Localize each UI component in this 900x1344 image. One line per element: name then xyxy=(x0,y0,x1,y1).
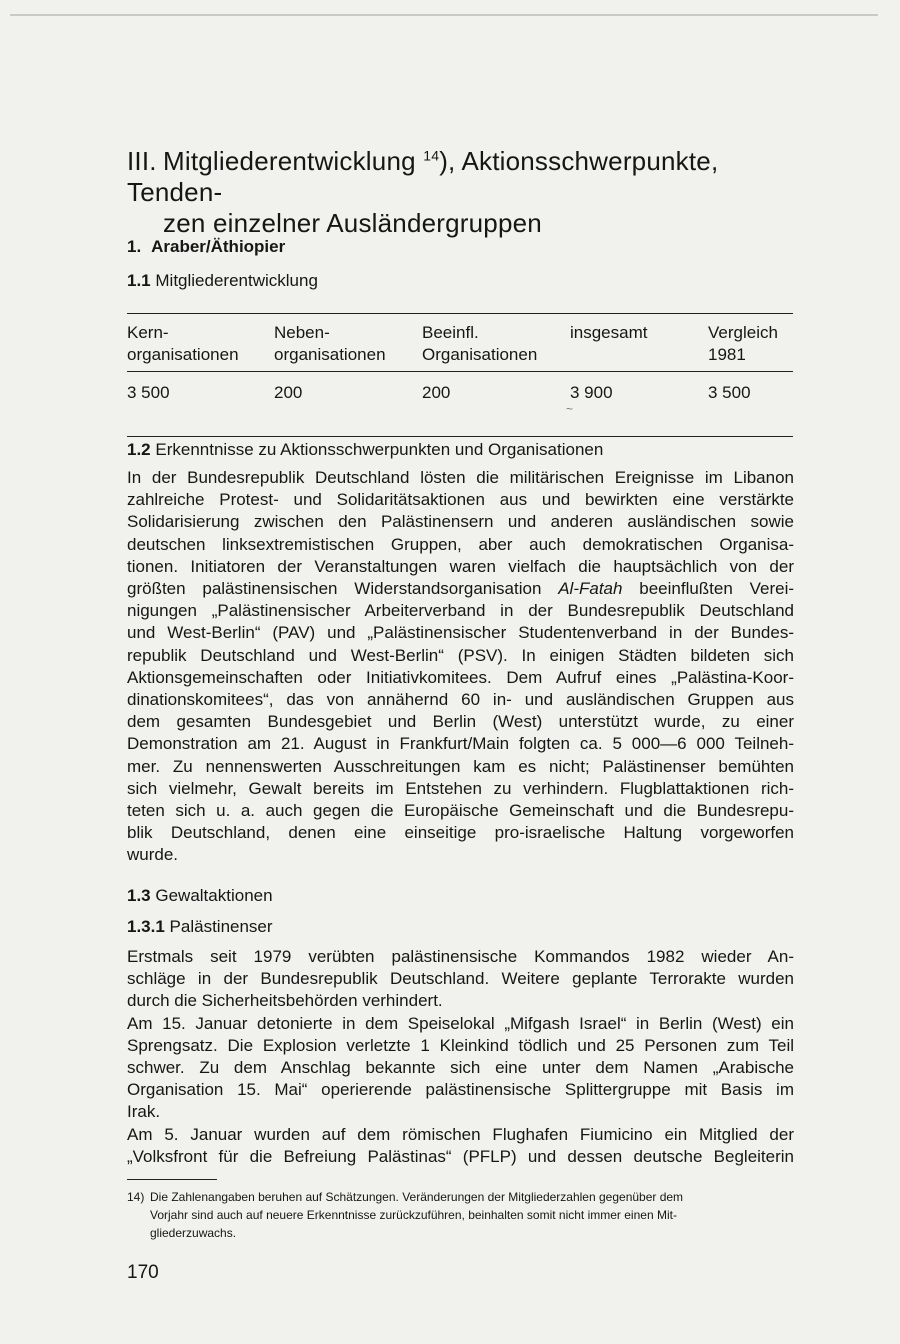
table-value-cell: 200 xyxy=(422,383,451,402)
chapter-number: III. xyxy=(127,146,157,176)
text-line: In der Bundesrepublik Deutschland lösten die militärischen Ereignisse im Libanon xyxy=(127,468,794,487)
text-line: Organisation 15. Mai“ operierende palästinensische Splittergruppe mit Basis im xyxy=(127,1080,794,1100)
text-line: mer. Zu nennenswerten Ausschreitungen kam es nicht; Palästinenser bemühten xyxy=(127,756,794,776)
footnote-rule xyxy=(127,1179,217,1180)
table-value-cell: 3 500 xyxy=(127,383,170,402)
section-heading-1-3 xyxy=(127,886,273,906)
section-title: Araber/Äthiopier xyxy=(151,237,286,256)
text-line: deutschen linksextremistischen Gruppen, aber auch demokratischen Organisa- xyxy=(127,534,794,554)
text-line: blik Deutschland, denen eine einseitige pro-israelische Haltung vorgeworfen xyxy=(127,823,794,843)
table-header-cell xyxy=(422,322,537,366)
footnote-line: gliederzuwachs. xyxy=(150,1226,237,1240)
paragraph-actions xyxy=(127,467,794,867)
section-heading-1 xyxy=(127,237,285,257)
text-line: Sprengsatz. Die Explosion verletzte 1 Kleinkind tödlich und 25 Personen zum Teil xyxy=(127,1035,794,1055)
section-heading-1-1 xyxy=(127,271,318,291)
text-line: sich vielmehr, Gewalt bereits im Entstehen zu verhindern. Flugblattaktionen rich- xyxy=(127,778,794,798)
scan-edge-line xyxy=(10,14,878,16)
section-title: Palästinenser xyxy=(169,917,273,936)
footnote-reference: 14 xyxy=(423,147,440,164)
table-header-cell xyxy=(570,322,647,344)
text-line: dem gesamten Bundesgebiet und Berlin (West) unterstützt wurde, zu einer xyxy=(127,712,794,732)
header-line: organisationen xyxy=(127,345,239,364)
text-line: Erstmals seit 1979 verübten palästinensische Kommandos 1982 wieder An- xyxy=(127,947,794,966)
text-line: republik Deutschland und West-Berlin“ (PSV). In einigen Städten bildeten sich xyxy=(127,645,794,665)
section-title: Erkenntnisse zu Aktionsschwerpunkten und Organisationen xyxy=(155,440,604,459)
table-value-cell: 200 xyxy=(274,383,303,402)
pen-mark: ~ xyxy=(566,402,574,416)
table-top-rule xyxy=(127,313,793,314)
footnote-line: Vorjahr sind auch auf neuere Erkenntnisse zurückzuführen, beinhalten somit nicht immer einen Mit- xyxy=(150,1208,677,1222)
section-number: 1.2 xyxy=(127,440,151,459)
section-title: Gewaltaktionen xyxy=(155,886,273,905)
table-header-cell xyxy=(127,322,239,366)
text-line: durch die Sicherheitsbehörden verhindert. xyxy=(127,991,443,1011)
text-line: schwer. Zu dem Anschlag bekannte sich eine unter dem Namen „Arabische xyxy=(127,1058,794,1078)
text-fragment: beeinflußten Verei- xyxy=(639,579,795,599)
chapter-title-part2: zen einzelner Ausländergruppen xyxy=(163,208,542,238)
table-bottom-rule xyxy=(127,436,793,437)
text-line: nigungen „Palästinensischer Arbeiterverband in der Bundesrepublik Deutschland xyxy=(127,601,794,621)
text-line: Solidarisierung zwischen den Palästinensern und anderen ausländischen sowie xyxy=(127,512,794,532)
section-number: 1.1 xyxy=(127,271,151,290)
text-line: tionen. Initiatoren der Veranstaltungen waren vielfach die hauptsächlich von der xyxy=(127,556,794,576)
header-line: Beeinfl. xyxy=(422,323,479,342)
paragraph-attacks xyxy=(127,946,794,1168)
table-value-cell: 3 500 xyxy=(708,383,751,402)
table-header-rule xyxy=(127,371,793,372)
text-line: dinationskomitees“, das von annähernd 60 in- und ausländischen Gruppen aus xyxy=(127,690,794,710)
text-line: teten sich u. a. auch gegen die Europäische Gemeinschaft und die Bundesrepu- xyxy=(127,801,794,821)
text-line: Aktionsgemeinschaften oder Initiativkomitees. Dem Aufruf eines „Palästina-Koor- xyxy=(127,667,794,687)
text-line: Am 5. Januar wurden auf dem römischen Flughafen Fiumicino ein Mitglied der xyxy=(127,1124,794,1144)
chapter-heading xyxy=(127,146,807,239)
text-line: „Volksfront für die Befreiung Palästinas“ (PFLP) und dessen deutsche Begleiterin xyxy=(127,1146,794,1166)
footnote-line: Die Zahlenangaben beruhen auf Schätzungen. Veränderungen der Mitgliederzahlen gegenüber dem xyxy=(150,1190,684,1204)
chapter-title-part1: Mitgliederentwicklung xyxy=(163,146,416,176)
header-line: 1981 xyxy=(708,345,746,364)
text-line: zahlreiche Protest- und Solidaritätsaktionen aus und bewirkten eine verstärkte xyxy=(127,490,794,510)
section-number: 1. xyxy=(127,237,142,256)
section-number: 1.3.1 xyxy=(127,917,165,936)
text-line: Demonstration am 21. August in Frankfurt/Main folgten ca. 5 000—6 000 Teilneh- xyxy=(127,734,794,754)
header-line: Neben- xyxy=(274,323,330,342)
organisation-name: Al-Fatah xyxy=(558,579,623,599)
header-line: insgesamt xyxy=(570,323,648,342)
chapter-title-part1-rest: ), Aktionsschwerpunkte, Tenden- xyxy=(127,146,719,207)
section-heading-1-2 xyxy=(127,440,603,460)
table-header-cell xyxy=(708,322,778,366)
header-line: organisationen xyxy=(274,345,386,364)
table-header-cell xyxy=(274,322,386,366)
footnote xyxy=(127,1188,794,1242)
section-heading-1-3-1 xyxy=(127,917,273,937)
table-value-cell: 3 900 xyxy=(570,383,613,402)
text-line: Am 15. Januar detonierte in dem Speiselokal „Mifgash Israel“ in Berlin (West) ein xyxy=(127,1013,794,1033)
section-title: Mitgliederentwicklung xyxy=(155,271,318,290)
section-number: 1.3 xyxy=(127,886,151,905)
header-line: Organisationen xyxy=(422,345,538,364)
header-line: Vergleich xyxy=(708,323,778,342)
page-number: 170 xyxy=(127,1262,159,1283)
text-line: und West-Berlin“ (PAV) und „Palästinensischer Studentenverband in der Bundes- xyxy=(127,623,794,643)
text-line xyxy=(127,578,794,600)
footnote-mark: 14) xyxy=(127,1190,145,1204)
header-line: Kern- xyxy=(127,323,169,342)
text-fragment: größten palästinensischen Widerstandsorganisation xyxy=(127,579,542,599)
text-line: wurde. xyxy=(127,845,179,865)
text-line: Irak. xyxy=(127,1102,161,1122)
text-line: schläge in der Bundesrepublik Deutschland. Weitere geplante Terrorakte wurden xyxy=(127,969,794,989)
